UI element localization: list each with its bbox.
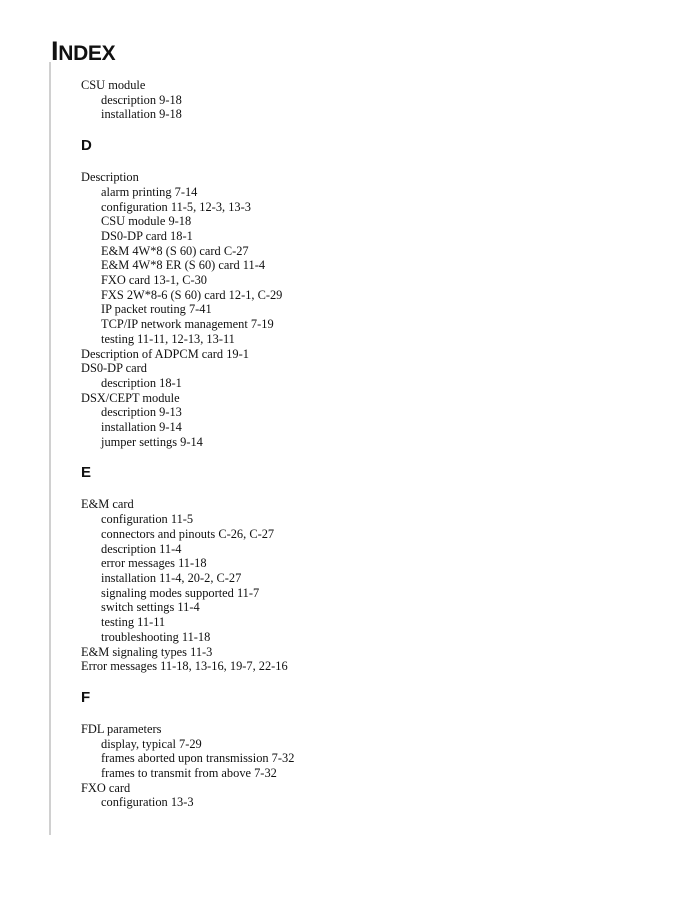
index-section <box>81 122 641 449</box>
index-subentry: E&M 4W*8 (S 60) card C-27 <box>101 243 249 258</box>
index-subentry: TCP/IP network management 7-19 <box>101 317 274 332</box>
index-subentry: troubleshooting 11-18 <box>101 629 211 644</box>
index-subentry: signaling modes supported 11-7 <box>101 585 260 600</box>
index-section <box>81 674 641 810</box>
index-subentry: IP packet routing 7-41 <box>101 302 212 317</box>
section-letter: E <box>81 464 92 482</box>
index-subentry: connectors and pinouts C-26, C-27 <box>101 526 275 541</box>
section-gap <box>81 674 641 688</box>
index-subentry: jumper settings 9-14 <box>101 434 203 449</box>
index-subentry: FXO card 13-1, C-30 <box>101 273 207 288</box>
section-letter-gap <box>81 156 641 170</box>
page-title <box>51 36 115 67</box>
index-subentry: CSU module 9-18 <box>101 214 192 229</box>
index-subentry: description 9-18 <box>101 92 182 107</box>
index-subentry: switch settings 11-4 <box>101 600 200 615</box>
index-subentry: installation 9-18 <box>101 107 182 122</box>
index-entry: FXO card <box>81 780 131 795</box>
section-letter: D <box>81 137 92 155</box>
index-subentry: configuration 13-3 <box>101 795 194 810</box>
index-subentry: frames aborted upon transmission 7-32 <box>101 751 295 766</box>
index-subentry: DS0-DP card 18-1 <box>101 228 193 243</box>
margin-rule <box>49 62 51 835</box>
section-letter: F <box>81 688 91 706</box>
index-entry: DSX/CEPT module <box>81 390 180 405</box>
index-subentry: description 9-13 <box>101 405 182 420</box>
index-entry: E&M signaling types 11-3 <box>81 644 213 659</box>
index-section <box>81 78 641 122</box>
index-subentry: testing 11-11, 12-13, 13-11 <box>101 331 235 346</box>
index-subentry: installation 9-14 <box>101 420 182 435</box>
index-entry: CSU module <box>81 78 146 92</box>
index-content <box>81 78 641 810</box>
index-subentry: alarm printing 7-14 <box>101 184 198 199</box>
index-section <box>81 449 641 673</box>
index-entry: Error messages 11-18, 13-16, 19-7, 22-16 <box>81 659 288 674</box>
index-entry: FDL parameters <box>81 721 162 736</box>
index-entry: E&M card <box>81 497 134 512</box>
index-subentry: configuration 11-5, 12-3, 13-3 <box>101 199 251 214</box>
index-entry: Description of ADPCM card 19-1 <box>81 346 249 361</box>
section-letter-gap <box>81 483 641 497</box>
index-entry: Description <box>81 170 139 185</box>
index-subentry: description 11-4 <box>101 541 182 556</box>
index-subentry: error messages 11-18 <box>101 556 207 571</box>
index-subentry: testing 11-11 <box>101 615 166 630</box>
index-entry: DS0-DP card <box>81 361 147 376</box>
page-title-initial: I <box>51 36 59 66</box>
page-title-rest: NDEX <box>58 42 116 65</box>
index-subentry: FXS 2W*8-6 (S 60) card 12-1, C-29 <box>101 287 283 302</box>
index-subentry: display, typical 7-29 <box>101 736 202 751</box>
index-subentry: description 18-1 <box>101 375 182 390</box>
index-subentry: configuration 11-5 <box>101 512 194 527</box>
index-subentry: frames to transmit from above 7-32 <box>101 766 277 781</box>
section-gap <box>81 449 641 463</box>
index-subentry: installation 11-4, 20-2, C-27 <box>101 570 242 585</box>
index-subentry: E&M 4W*8 ER (S 60) card 11-4 <box>101 258 266 273</box>
section-letter-gap <box>81 708 641 722</box>
section-gap <box>81 122 641 136</box>
